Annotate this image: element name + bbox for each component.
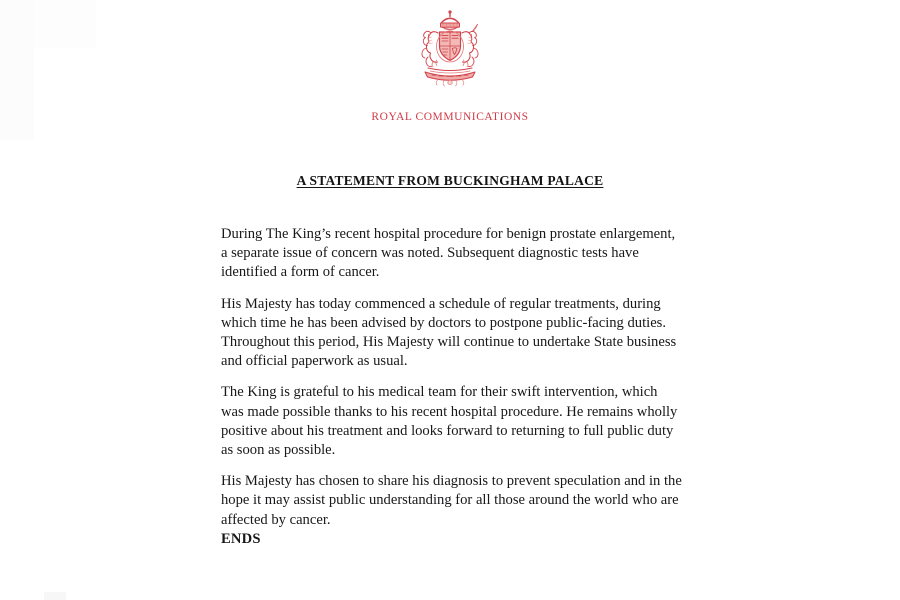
department-name: ROYAL COMMUNICATIONS [371, 111, 529, 123]
scan-artifact-bottom-left [44, 592, 66, 600]
statement-paragraph: During The King’s recent hospital procedure for benign prostate enlargement, a separate issue of concern was noted. Subsequent diagnostic tests have identified a form of cancer. [221, 226, 676, 281]
end-marker: ENDS [221, 531, 261, 547]
statement-paragraph: His Majesty has today commenced a schedule of regular treatments, during which time he has been advised by doctors to postpone public-facing duties. Throughout this period, His Majesty will continue to undertake State business and official paperwork as usual. [221, 295, 677, 370]
royal-coat-of-arms-icon [414, 10, 486, 88]
statement-paragraph: His Majesty has chosen to share his diagnosis to prevent speculation and in the hope it may assist public understanding for all those around the world who are affected by cancer. [221, 473, 682, 528]
statement-body [221, 225, 682, 542]
letterhead [0, 0, 900, 123]
statement-paragraph: The King is grateful to his medical team for their swift intervention, which was made possible thanks to his recent hospital procedure. He remains wholly positive about his treatment and looks forward to returning to full public duty as soon as possible. [221, 384, 678, 459]
page-title: A STATEMENT FROM BUCKINGHAM PALACE [296, 173, 604, 188]
